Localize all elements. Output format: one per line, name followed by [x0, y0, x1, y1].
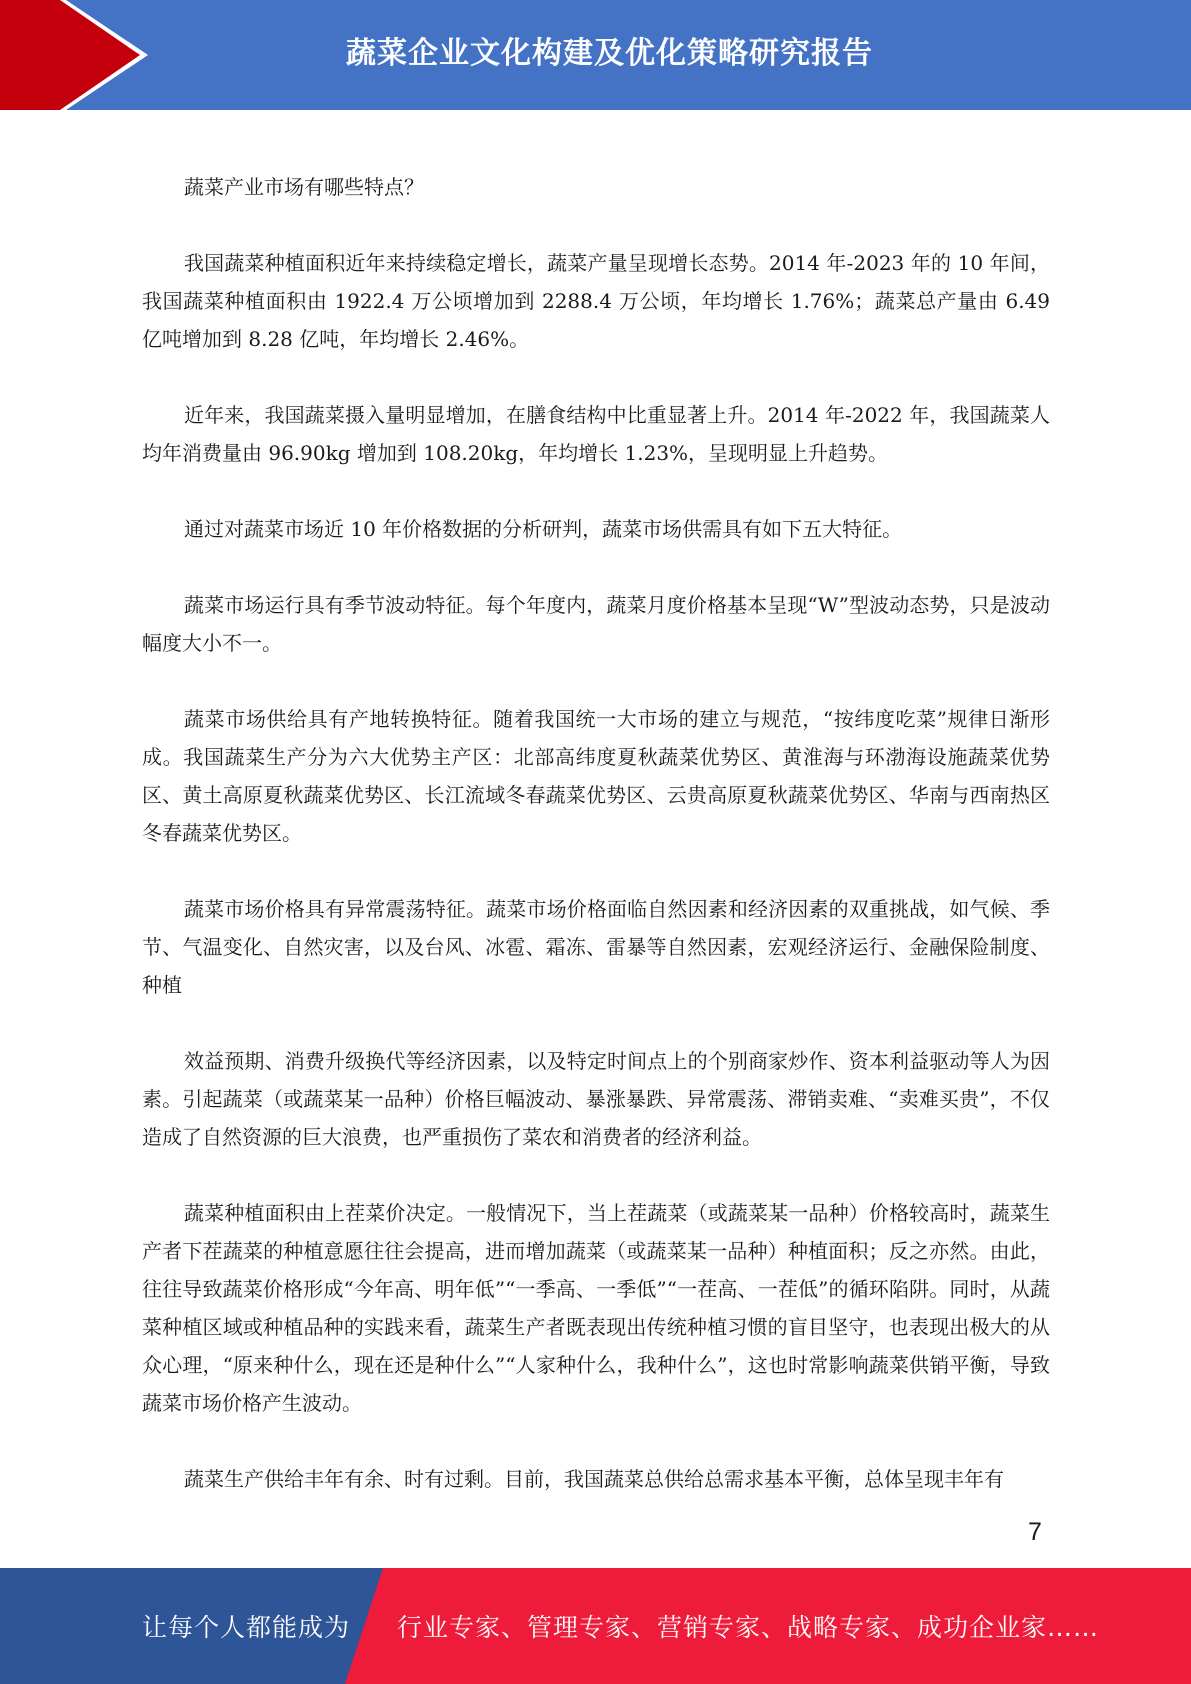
page-number: 7 — [1028, 1518, 1042, 1546]
footer-bar — [0, 1568, 1191, 1684]
paragraph: 近年来，我国蔬菜摄入量明显增加，在膳食结构中比重显著上升。2014 年-2022 年，我国蔬菜人均年消费量由 96.90kg 增加到 108.20kg，年均增长 1.23%，呈现明显上升趋势。 — [142, 403, 1050, 465]
document-title: 蔬菜企业文化构建及优化策略研究报告 — [346, 36, 873, 71]
footer-slogan-right: 行业专家、管理专家、营销专家、战略专家、成功企业家…… — [397, 1613, 1100, 1642]
paragraph: 蔬菜市场价格具有异常震荡特征。蔬菜市场价格面临自然因素和经济因素的双重挑战，如气候、季节、气温变化、自然灾害，以及台风、冰雹、霜冻、雷暴等自然因素，宏观经济运行、金融保险制度、种植 — [142, 897, 1050, 997]
paragraph: 蔬菜生产供给丰年有余、时有过剩。目前，我国蔬菜总供给总需求基本平衡，总体呈现丰年有 — [184, 1467, 1004, 1491]
paragraph: 蔬菜市场供给具有产地转换特征。随着我国统一大市场的建立与规范，“按纬度吃菜”规律日渐形成。我国蔬菜生产分为六大优势主产区：北部高纬度夏秋蔬菜优势区、黄淮海与环渤海设施蔬菜优势区、黄土高原夏秋蔬菜优势区、长江流域冬春蔬菜优势区、云贵高原夏秋蔬菜优势区、华南与西南热区冬春蔬菜优势区。 — [142, 707, 1050, 845]
footer-slogan-left: 让每个人都能成为 — [142, 1613, 351, 1642]
header-bar — [0, 0, 1191, 110]
paragraph-question: 蔬菜产业市场有哪些特点？ — [184, 175, 424, 199]
document-body — [142, 168, 1050, 1536]
paragraph: 通过对蔬菜市场近 10 年价格数据的分析研判，蔬菜市场供需具有如下五大特征。 — [184, 517, 903, 541]
paragraph: 蔬菜市场运行具有季节波动特征。每个年度内，蔬菜月度价格基本呈现“W”型波动态势，只是波动幅度大小不一。 — [142, 593, 1050, 655]
paragraph: 效益预期、消费升级换代等经济因素，以及特定时间点上的个别商家炒作、资本利益驱动等人为因素。引起蔬菜（或蔬菜某一品种）价格巨幅波动、暴涨暴跌、异常震荡、滞销卖难、“卖难买贵”，不仅造成了自然资源的巨大浪费，也严重损伤了菜农和消费者的经济利益。 — [142, 1049, 1050, 1149]
paragraph: 蔬菜种植面积由上茬菜价决定。一般情况下，当上茬蔬菜（或蔬菜某一品种）价格较高时，蔬菜生产者下茬蔬菜的种植意愿往往会提高，进而增加蔬菜（或蔬菜某一品种）种植面积；反之亦然。由此，往往导致蔬菜价格形成“今年高、明年低”“一季高、一季低”“一茬高、一茬低”的循环陷阱。同时，从蔬菜种植区域或种植品种的实践来看，蔬菜生产者既表现出传统种植习惯的盲目坚守，也表现出极大的从众心理，“原来种什么，现在还是种什么”“人家种什么，我种什么”，这也时常影响蔬菜供销平衡，导致蔬菜市场价格产生波动。 — [142, 1201, 1050, 1415]
paragraph: 我国蔬菜种植面积近年来持续稳定增长，蔬菜产量呈现增长态势。2014 年-2023 年的 10 年间，我国蔬菜种植面积由 1922.4 万公顷增加到 2288.4 万公顷，年均增长 1.76%；蔬菜总产量由 6.49 亿吨增加到 8.28 亿吨，年均增长 2.46%。 — [142, 251, 1050, 351]
